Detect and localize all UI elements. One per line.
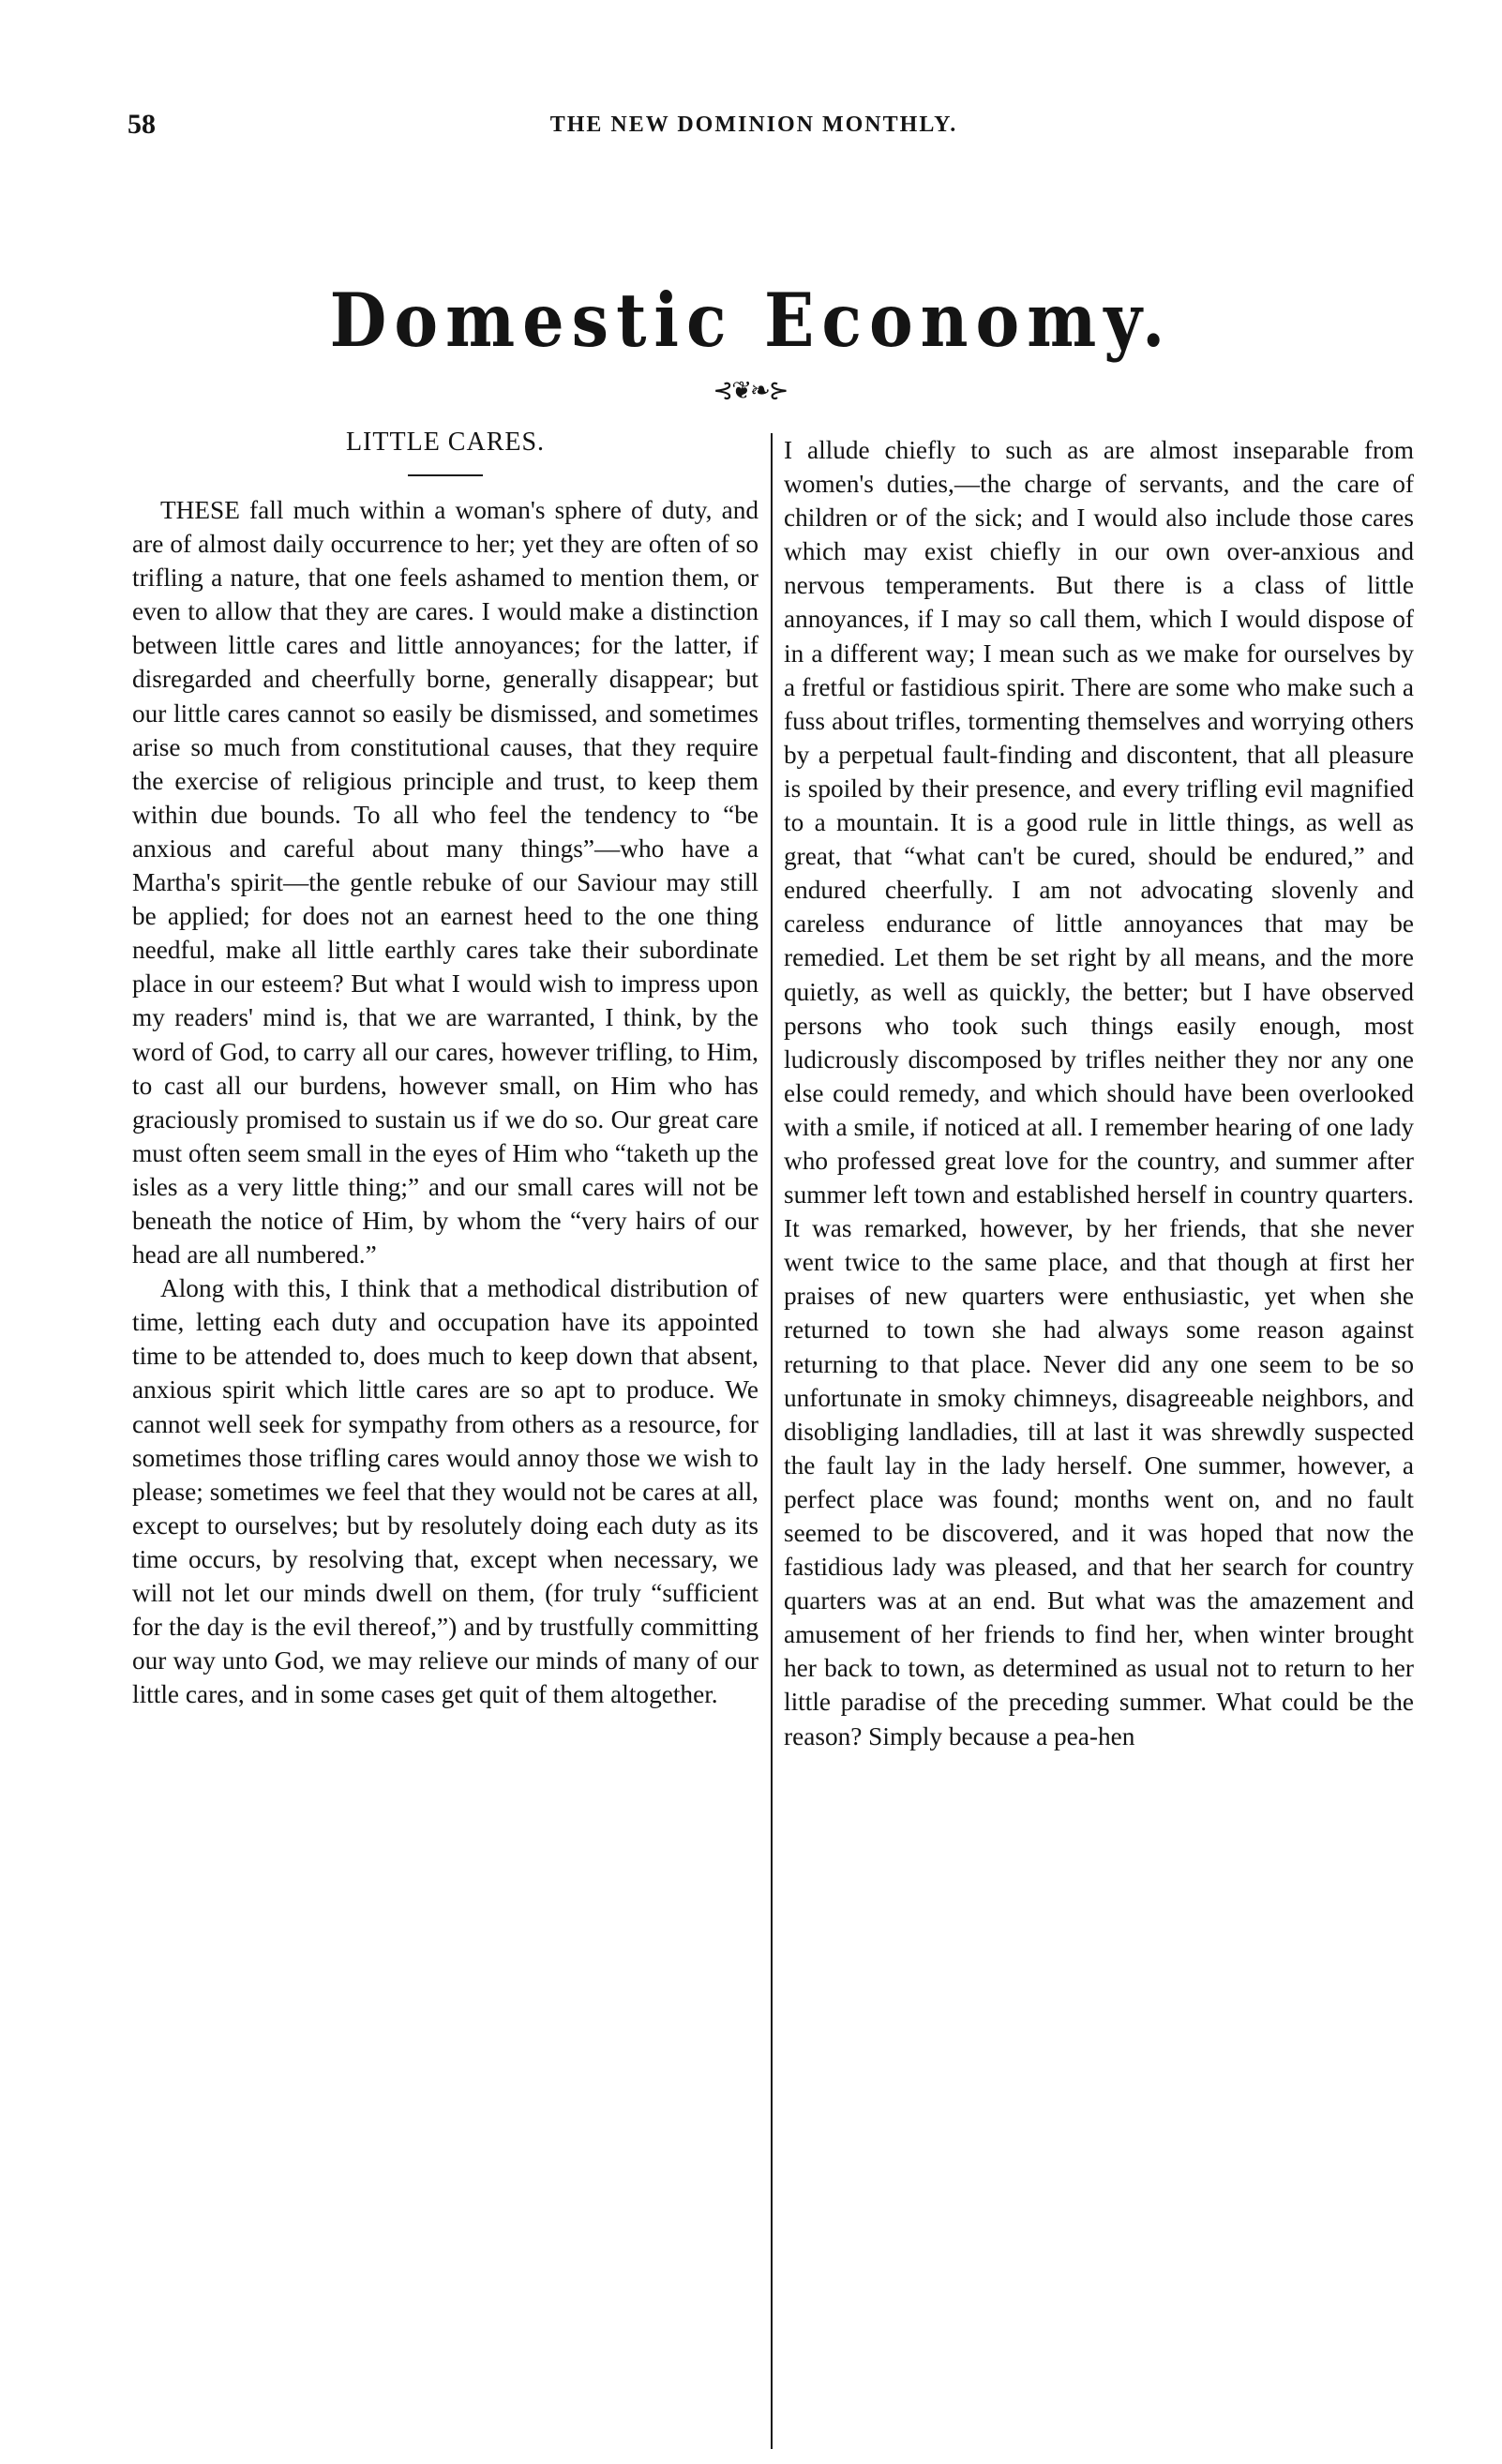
title-rule bbox=[408, 474, 483, 476]
left-column bbox=[132, 424, 759, 1711]
page-number: 58 bbox=[128, 109, 156, 140]
left-paragraph-1: THESE fall much within a woman's sphere of duty, and are of almost daily occurrence to her; yet they are often of so trifling a nature, that one feels ashamed to mention them, or even to allow that they are cares. I would make a distinction between little cares and little annoyances; for the latter, if disregarded and cheerfully borne, generally disappear; but our little cares cannot so easily be dismissed, and sometimes arise so much from constitutional causes, that they require the exercise of religious principle and trust, to keep them within due bounds. To all who feel the tendency to “be anxious and careful about many things”—who have a Martha's spirit—the gentle rebuke of our Saviour may still be applied; for does not an earnest heed to the one thing needful, make all little earthly cares take their subordinate place in our esteem? But what I would wish to impress upon my readers' mind is, that we are warranted, I think, by the word of God, to carry all our cares, however trifling, to Him, to cast all our burdens, however small, on Him who has graciously promised to sustain us if we do so. Our great care must often seem small in the eyes of Him who “taketh up the isles as a very little thing;” and our small cares will not be beneath the notice of Him, by whom the “very hairs of our head are all numbered.” bbox=[132, 496, 759, 1270]
right-column bbox=[784, 433, 1414, 1753]
column-divider bbox=[771, 433, 773, 2449]
article-title: LITTLE CARES. bbox=[345, 428, 546, 457]
ornament-divider: ⊰❦❧⊱ bbox=[713, 377, 788, 404]
section-title: Domestic Economy. bbox=[329, 277, 1173, 364]
left-paragraph-2: Along with this, I think that a methodical distribution of time, letting each duty and occupation have its appointed time to be attended to, does much to keep down that absent, anxious spirit which little cares are so apt to produce. We cannot well seek for sympathy from others as a resource, for sometimes those trifling cares would annoy those we wish to please; sometimes we feel that they would not be cares at all, except to ourselves; but by resolutely doing each duty as its time occurs, by resolving that, except when necessary, we will not let our minds dwell on them, (for truly “sufficient for the day is the evil thereof,”) and by trustfully committing our way unto God, we may relieve our minds of many of our little cares, and in some cases get quit of them altogether. bbox=[132, 1274, 759, 1709]
right-paragraph-1: I allude chiefly to such as are almost inseparable from women's duties,—the charge of servants, and the care of children or of the sick; and I would also include those cares which may exist chiefly in our own over-anxious and nervous temperaments. But there is a class of little annoyances, if I may so call them, which I would dispose of in a different way; I mean such as we make for ourselves by a fretful or fastidious spirit. There are some who make such a fuss about trifles, tormenting themselves and worrying others by a perpetual fault-finding and discontent, that all pleasure is spoiled by their presence, and every trifling evil magnified to a mountain. It is a good rule in little things, as well as great, that “what can't be cured, should be endured,” and endured cheerfully. I am not advocating slovenly and careless endurance of little annoyances that may be remedied. Let them be set right by all means, and the more quietly, as well as quickly, the better; but I have observed persons who took such things easily enough, most ludicrously discomposed by trifles neither they nor any one else could remedy, and which should have been overlooked with a smile, if noticed at all. I remember hearing of one lady who professed great love for the country, and summer after summer left town and established herself in country quarters. It was remarked, however, by her friends, that she never went twice to the same place, and that though at first her praises of new quarters were enthusiastic, yet when she returned to town she had always some reason against returning to that place. Never did any one seem to be so unfortunate in smoky chimneys, disagreeable neighbors, and disobliging landladies, till at last it was shrewdly suspected the fault lay in the lady herself. One summer, however, a perfect place was found; months went on, and no fault seemed to be discovered, and it was hoped that now the fastidious lady was pleased, and that her search for country quarters was at an end. But what was the amazement and amusement of her friends to find her, when winter brought her back to town, as determined as usual not to return to her little paradise of the preceding summer. What could be the reason? Simply because a pea-hen bbox=[784, 436, 1414, 1750]
journal-title: THE NEW DOMINION MONTHLY. bbox=[549, 113, 958, 137]
running-head bbox=[128, 109, 1380, 146]
